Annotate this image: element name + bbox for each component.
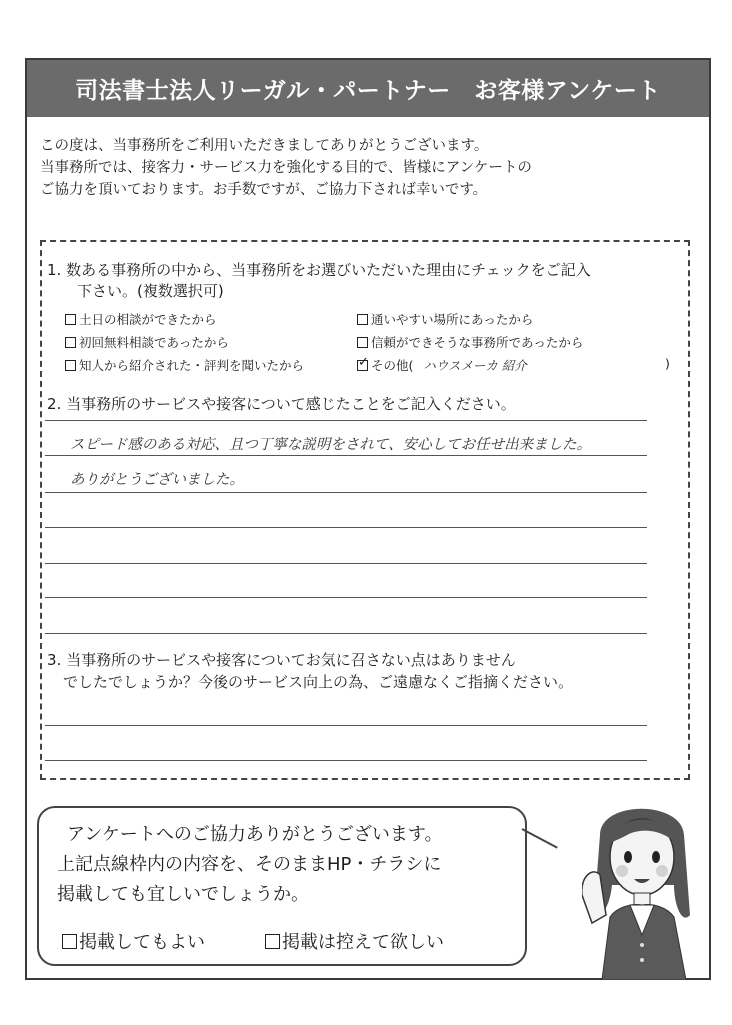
option-label: その他( — [371, 358, 414, 373]
option-other-close: ) — [665, 356, 670, 371]
handwritten-answer: ありがとうございました。 — [70, 472, 244, 488]
choice-label: 掲載してもよい — [79, 932, 205, 953]
cheek-shape — [656, 865, 668, 877]
option-label: 土日の相談ができたから — [79, 312, 217, 327]
option-referral[interactable] — [65, 356, 304, 374]
eye-icon — [652, 851, 660, 863]
option-label: 初回無料相談であったから — [79, 335, 229, 350]
checkbox[interactable] — [357, 314, 368, 325]
cheek-shape — [616, 865, 628, 877]
bubble-line: 上記点線枠内の内容を、そのままHP・チラシに — [57, 854, 442, 875]
option-other[interactable] — [357, 356, 527, 374]
answer-line — [45, 597, 647, 598]
question-1: 1. 数ある事務所の中から、当事務所をお選びいただいた理由にチェックをご記入 — [47, 261, 591, 279]
answer-line — [45, 492, 647, 493]
option-trust[interactable] — [357, 333, 583, 351]
bubble-line: 掲載しても宜しいでしょうか。 — [57, 884, 309, 905]
option-location[interactable] — [357, 310, 533, 328]
answer-line — [45, 633, 647, 634]
question-1-cont: 下さい。(複数選択可) — [77, 282, 224, 300]
handwritten-answer: スピード感のある対応、且つ丁寧な説明をされて、安心してお任せ出来ました。 — [70, 437, 592, 453]
choice-publish-ok[interactable] — [62, 928, 205, 954]
answer-line — [45, 455, 647, 456]
choice-publish-no[interactable] — [265, 928, 444, 954]
question-3-cont: でしたでしょうか？今後のサービス向上の為、ご遠慮なくご指摘ください。 — [63, 673, 574, 691]
option-label: 知人から紹介された・評判を聞いたから — [79, 358, 305, 373]
button-shape — [640, 943, 644, 947]
question-2: 2. 当事務所のサービスや接客について感じたことをご記入ください。 — [47, 395, 516, 413]
intro-text — [40, 135, 690, 201]
intro-line: ご協力を頂いております。お手数ですが、ご協力下されば幸いです。 — [40, 182, 488, 198]
intro-line: この度は、当事務所をご利用いただきましてありがとうございます。 — [40, 138, 489, 154]
checkbox[interactable] — [65, 360, 76, 371]
answer-line — [45, 725, 647, 726]
button-shape — [640, 958, 644, 962]
checkbox[interactable] — [265, 934, 280, 949]
survey-sheet — [25, 58, 711, 980]
other-handwritten-answer: ハウスメーカ 紹介 — [423, 358, 527, 373]
option-weekend[interactable] — [65, 310, 217, 328]
intro-line: 当事務所では、接客力・サービス力を強化する目的で、皆様にアンケートの — [40, 160, 532, 176]
answer-line — [45, 563, 647, 564]
checkbox[interactable] — [65, 337, 76, 348]
question-3: 3. 当事務所のサービスや接客についてお気に召さない点はありません — [47, 651, 516, 669]
eye-icon — [624, 851, 632, 863]
staff-illustration — [582, 795, 707, 980]
bubble-line: アンケートへのご協力ありがとうございます。 — [67, 824, 443, 845]
option-label: 通いやすい場所にあったから — [371, 312, 534, 327]
checkbox[interactable] — [65, 314, 76, 325]
checkbox[interactable] — [62, 934, 77, 949]
answer-line — [45, 527, 647, 528]
option-label: 信頼ができそうな事務所であったから — [371, 335, 584, 350]
checkbox[interactable] — [357, 337, 368, 348]
page-title: 司法書士法人リーガル・パートナー お客様アンケート — [27, 60, 709, 117]
option-free-consult[interactable] — [65, 333, 229, 351]
checkbox-checked[interactable] — [357, 360, 368, 371]
answer-line — [45, 420, 647, 421]
answer-line — [45, 760, 647, 761]
choice-label: 掲載は控えて欲しい — [282, 932, 444, 953]
